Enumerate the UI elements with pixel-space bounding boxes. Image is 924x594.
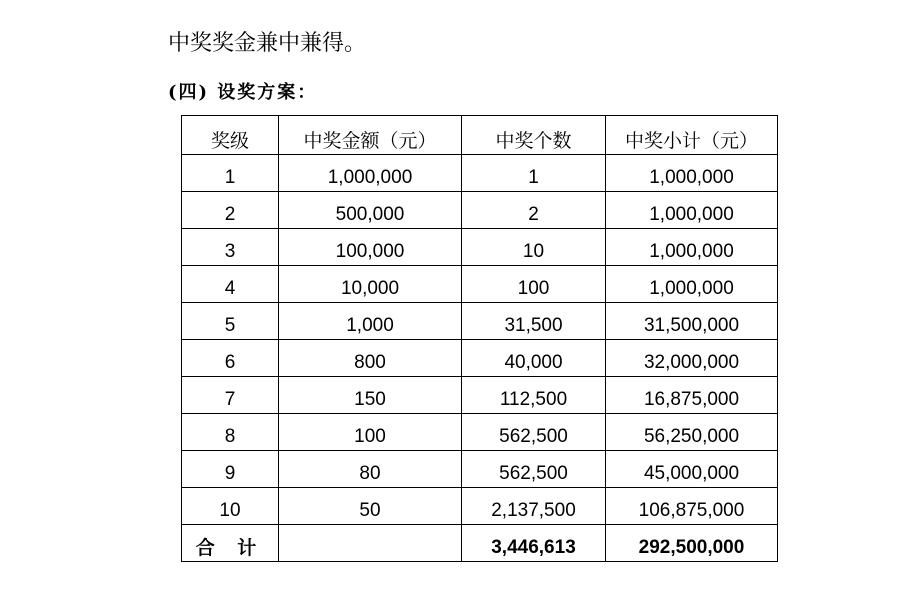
cell-prize-amount: 500,000 bbox=[279, 192, 462, 229]
table-row bbox=[182, 414, 778, 451]
cell-winner-count: 40,000 bbox=[462, 340, 606, 377]
cell-prize-subtotal: 1,000,000 bbox=[606, 229, 778, 266]
header-prize-subtotal: 中奖小计（元） bbox=[606, 116, 778, 155]
cell-winner-count: 562,500 bbox=[462, 451, 606, 488]
cell-prize-amount: 80 bbox=[279, 451, 462, 488]
cell-prize-subtotal: 1,000,000 bbox=[606, 155, 778, 192]
cell-prize-level: 1 bbox=[182, 155, 279, 192]
header-prize-amount: 中奖金额（元） bbox=[279, 116, 462, 155]
cell-winner-count: 562,500 bbox=[462, 414, 606, 451]
cell-prize-amount: 100 bbox=[279, 414, 462, 451]
table-total-row bbox=[182, 525, 778, 562]
table-row bbox=[182, 340, 778, 377]
cell-prize-level: 7 bbox=[182, 377, 279, 414]
table-row bbox=[182, 303, 778, 340]
table-header-row bbox=[182, 116, 778, 155]
cell-prize-subtotal: 32,000,000 bbox=[606, 340, 778, 377]
cell-prize-level: 10 bbox=[182, 488, 279, 525]
cell-winner-count: 100 bbox=[462, 266, 606, 303]
total-prize-subtotal: 292,500,000 bbox=[606, 525, 778, 562]
section-heading: (四) 设奖方案： bbox=[168, 82, 318, 103]
table-row bbox=[182, 488, 778, 525]
cell-winner-count: 2,137,500 bbox=[462, 488, 606, 525]
cell-prize-subtotal: 31,500,000 bbox=[606, 303, 778, 340]
intro-text: 中奖奖金兼中兼得。 bbox=[168, 31, 367, 56]
cell-prize-level: 5 bbox=[182, 303, 279, 340]
cell-prize-subtotal: 56,250,000 bbox=[606, 414, 778, 451]
header-winner-count: 中奖个数 bbox=[462, 116, 606, 155]
cell-prize-level: 9 bbox=[182, 451, 279, 488]
cell-prize-amount: 50 bbox=[279, 488, 462, 525]
cell-prize-level: 8 bbox=[182, 414, 279, 451]
cell-prize-amount: 100,000 bbox=[279, 229, 462, 266]
cell-winner-count: 2 bbox=[462, 192, 606, 229]
cell-prize-amount: 1,000 bbox=[279, 303, 462, 340]
cell-prize-level: 3 bbox=[182, 229, 279, 266]
cell-winner-count: 31,500 bbox=[462, 303, 606, 340]
table-row bbox=[182, 377, 778, 414]
cell-prize-subtotal: 1,000,000 bbox=[606, 192, 778, 229]
table-row bbox=[182, 192, 778, 229]
prize-table bbox=[181, 115, 778, 562]
cell-prize-subtotal: 106,875,000 bbox=[606, 488, 778, 525]
cell-prize-subtotal: 1,000,000 bbox=[606, 266, 778, 303]
cell-prize-amount: 10,000 bbox=[279, 266, 462, 303]
cell-prize-subtotal: 45,000,000 bbox=[606, 451, 778, 488]
cell-prize-amount: 1,000,000 bbox=[279, 155, 462, 192]
cell-winner-count: 112,500 bbox=[462, 377, 606, 414]
cell-winner-count: 1 bbox=[462, 155, 606, 192]
cell-prize-amount: 150 bbox=[279, 377, 462, 414]
header-prize-level: 奖级 bbox=[182, 116, 279, 155]
cell-prize-level: 6 bbox=[182, 340, 279, 377]
table-row bbox=[182, 229, 778, 266]
total-prize-amount bbox=[279, 525, 462, 562]
cell-prize-level: 2 bbox=[182, 192, 279, 229]
total-label: 合 计 bbox=[182, 525, 279, 562]
cell-prize-subtotal: 16,875,000 bbox=[606, 377, 778, 414]
table-row bbox=[182, 266, 778, 303]
total-winner-count: 3,446,613 bbox=[462, 525, 606, 562]
table-row bbox=[182, 451, 778, 488]
table-row bbox=[182, 155, 778, 192]
cell-prize-amount: 800 bbox=[279, 340, 462, 377]
cell-winner-count: 10 bbox=[462, 229, 606, 266]
cell-prize-level: 4 bbox=[182, 266, 279, 303]
